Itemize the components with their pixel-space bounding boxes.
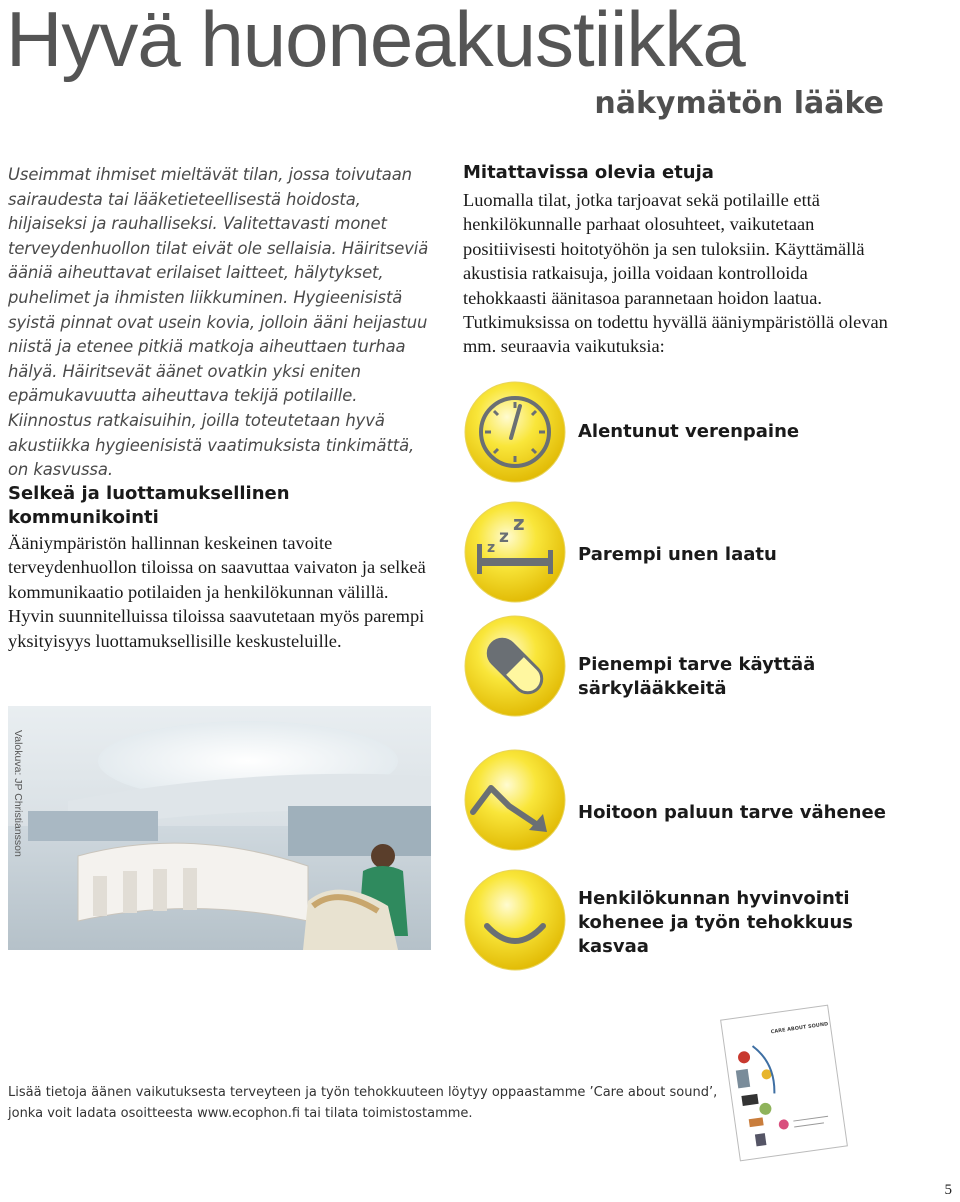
page-number: 5 (944, 1182, 952, 1198)
pill-icon (463, 614, 567, 718)
page-title: Hyvä huoneakustiikka (6, 0, 745, 83)
benefit-label-blood-pressure: Alentunut verenpaine (578, 421, 800, 442)
benefits-heading: Mitattavissa olevia etuja (463, 162, 714, 183)
page-subtitle: näkymätön lääke (594, 86, 884, 121)
benefit-label-sleep: Parempi unen laatu (578, 544, 777, 565)
smile-icon (463, 868, 567, 972)
benefit-label-painkillers: Pienempi tarve käyttää särkylääkkeitä (578, 654, 816, 699)
benefit-label-staff-wellbeing: Henkilökunnan hyvinvointi kohenee ja työn tehokkuus kasvaa (578, 888, 854, 957)
brochure-title: CARE ABOUT SOUND (770, 1021, 829, 1036)
gauge-icon (463, 380, 567, 484)
intro-paragraph: Useimmat ihmiset mieltävät tilan, jossa toivutaan sairaudesta tai lääketieteellisestä hoidosta, hiljaiseksi ja rauhalliseksi. Valitettavasti monet terveydenhuollon tilat eivät ole sellaisia. Häiritseviä ääniä aiheuttavat erilaiset laitteet, hälytykset, puhelimet ja ihmisten liikkuminen. Hygieenisistä syistä pinnat ovat usein kovia, jolloin ääni heijastuu niistä ja etenee pitkiä matkoja aiheuttaen turhaa hälyä. Häiritsevät äänet ovatkin yksi eniten epämukavuutta aiheuttava tekijä potilaille. Kiinnostus ratkaisuihin, joilla toteutetaan hyvä akustiikka hygieenisistä vaatimuksista tinkimättä, on kasvussa. (8, 165, 429, 480)
communication-body: Ääniympäristön hallinnan keskeinen tavoite terveydenhuollon tiloissa on saavuttaa vaivaton ja selkeä kommunikaatio potilaiden ja henkilökunnan välillä. Hyvin suunnitelluissa tiloissa saavutetaan myös parempi yksityisyys luottamuksellisille keskusteluille. (8, 533, 426, 651)
brochure-thumbnail (718, 1002, 850, 1164)
svg-text:z: z (499, 527, 509, 547)
benefit-label-readmission: Hoitoon paluun tarve vähenee (578, 802, 886, 823)
benefits-body: Luomalla tilat, jotka tarjoavat sekä potilaille että henkilökunnalle parhaat olosuhteet, vaikutetaan positiivisesti hoitotyöhön ja sen tuloksiin. Käyttämällä akustisia ratkaisuja, joilla voidaan kontrolloida tehokkaasti äänitasoa parannetaan hoidon laatua. Tutkimuksissa on todettu hyvällä ääniympäristöllä olevan mm. seuraavia vaikutuksia: (463, 190, 888, 357)
communication-heading: Selkeä ja luottamuksellinen kommunikointi (8, 483, 290, 528)
footer-text: Lisää tietoja äänen vaikutuksesta terveyteen ja työn tehokkuuteen löytyy oppaastamme ’Care about sound’, jonka voit ladata osoitteesta www.ecophon.fi tai tilata toimistostamme. (8, 1085, 718, 1121)
hospital-photo (8, 706, 431, 950)
svg-text:z: z (513, 511, 525, 535)
svg-text:z: z (487, 540, 496, 556)
trend-down-icon (463, 748, 567, 852)
bed-sleep-icon (463, 500, 567, 604)
photo-credit: Valokuva: JP Christiansson (12, 730, 24, 857)
